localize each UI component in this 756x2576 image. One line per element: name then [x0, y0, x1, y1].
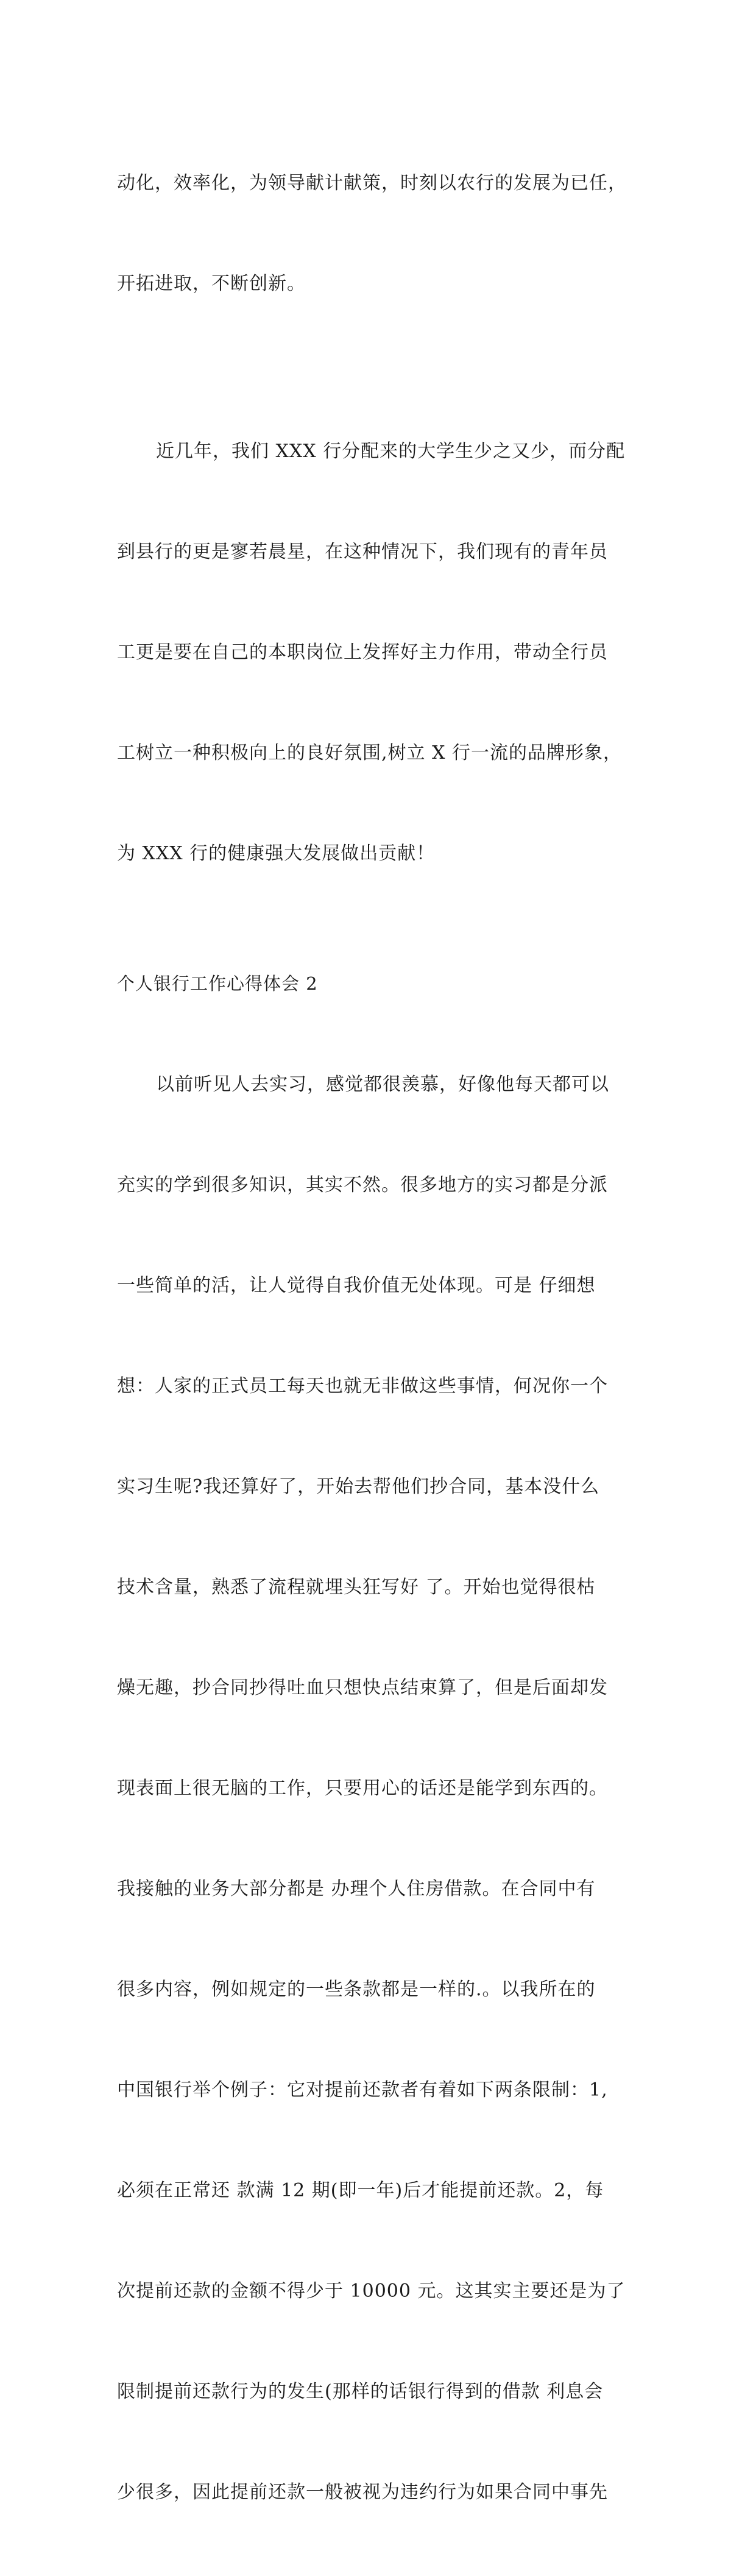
text-line: 动化，效率化，为领导献计献策，时刻以农行的发展为已任， — [117, 172, 627, 194]
text-line: 中国银行举个例子：它对提前还款者有着如下两条限制：1, — [117, 2079, 608, 2101]
text-line: 工树立一种积极向上的良好氛围,树立 X 行一流的品牌形象， — [117, 742, 622, 764]
document-body — [117, 99, 641, 2576]
text-line: 现表面上很无脑的工作，只要用心的话还是能学到东西的。 — [117, 1778, 608, 1799]
paragraph-continuation — [117, 99, 641, 367]
text-line: 少很多，因此提前还款一般被视为违约行为如果合同中事先 — [117, 2482, 608, 2503]
text-line: 技术含量，熟悉了流程就埋头狂写好 了。开始也觉得很枯 — [117, 1577, 596, 1598]
text-line: 开拓进取，不断创新。 — [117, 273, 306, 294]
text-line: 很多内容，例如规定的一些条款都是一样的.。以我所在的 — [117, 1979, 596, 2000]
paragraph-internship — [117, 1001, 641, 2576]
section-gap — [117, 937, 641, 967]
text-line: 以前听见人去实习，感觉都很羡慕，好像他每天都可以 — [156, 1074, 609, 1095]
text-line: 次提前还款的金额不得少于 10000 元。这其实主要还是为了 — [117, 2280, 626, 2302]
paragraph-recent-years — [117, 367, 641, 937]
section-heading: 个人银行工作心得体会 2 — [117, 973, 318, 994]
text-line: 实习生呢?我还算好了，开始去帮他们抄合同，基本没什么 — [117, 1476, 600, 1497]
text-line: 想：人家的正式员工每天也就无非做这些事情，何况你一个 — [117, 1375, 608, 1397]
text-line: 限制提前还款行为的发生(那样的话银行得到的借款 利息会 — [117, 2381, 604, 2402]
text-line: 燥无趣，抄合同抄得吐血只想快点结束算了，但是后面却发 — [117, 1677, 608, 1698]
text-line: 近几年，我们 XXX 行分配来的大学生少之又少，而分配 — [156, 441, 626, 462]
text-line: 必须在正常还 款满 12 期(即一年)后才能提前还款。2，每 — [117, 2180, 604, 2201]
text-line: 我接触的业务大部分都是 办理个人住房借款。在合同中有 — [117, 1878, 596, 1900]
text-line: 为 XXX 行的健康强大发展做出贡献！ — [117, 843, 436, 864]
text-line: 充实的学到很多知识，其实不然。很多地方的实习都是分派 — [117, 1174, 608, 1196]
text-line: 工更是要在自己的本职岗位上发挥好主力作用，带动全行员 — [117, 642, 608, 663]
text-line: 到县行的更是寥若晨星，在这种情况下，我们现有的青年员 — [117, 541, 608, 562]
text-line: 一些简单的活，让人觉得自我价值无处体现。可是 仔细想 — [117, 1275, 596, 1296]
